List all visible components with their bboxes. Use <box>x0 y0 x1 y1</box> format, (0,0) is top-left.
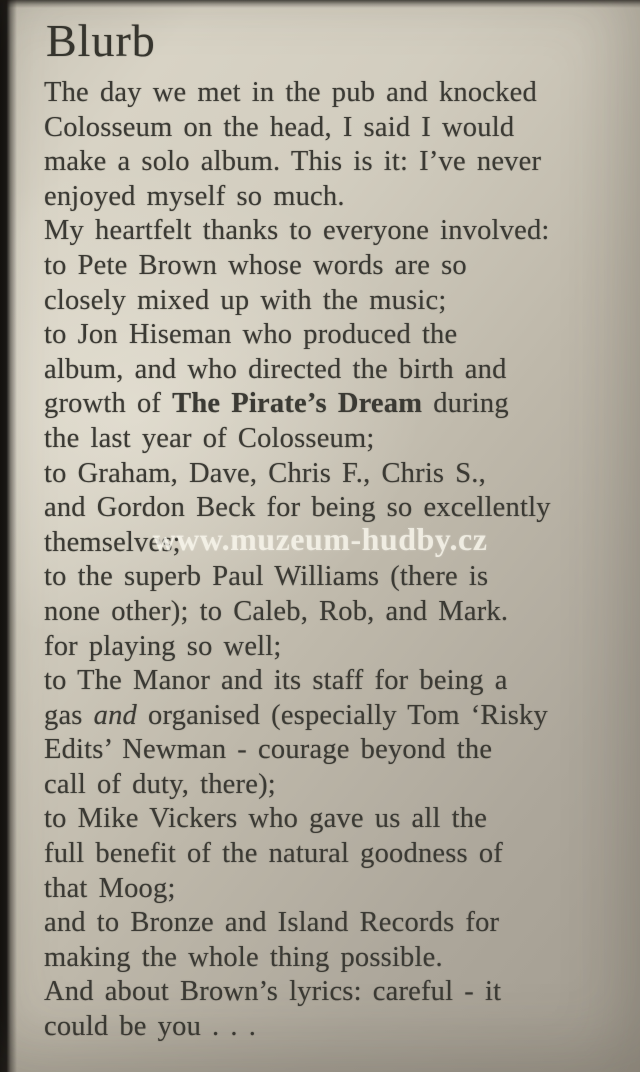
text-line: the last year of Colosseum; <box>44 422 375 454</box>
text-line: full benefit of the natural goodness of <box>44 838 503 870</box>
photo-left-edge <box>0 0 17 1072</box>
text-line: could be you . . . <box>44 1011 257 1043</box>
text-line: to the superb Paul Williams (there is <box>44 561 489 593</box>
text-line: Edits’ Newman - courage beyond the <box>44 734 493 766</box>
text-line: none other); to Caleb, Rob, and Mark. <box>44 595 509 627</box>
blurb-text-block <box>44 14 622 1045</box>
text-line: to Jon Hiseman who produced the <box>44 319 458 351</box>
text-line: for playing so well; <box>44 630 282 662</box>
text-line: album, and who directed the birth and <box>44 353 507 385</box>
text-line: to The Manor and its staff for being a <box>44 665 508 697</box>
watermark: www.muzeum-hudby.cz <box>152 521 488 557</box>
text-line: gas and organised (especially Tom ‘Risky <box>44 699 548 731</box>
text-line: Colosseum on the head, I said I would <box>44 111 515 143</box>
text-line: to Pete Brown whose words are so <box>44 249 467 281</box>
text-line: My heartfelt thanks to everyone involved: <box>44 215 550 247</box>
text-line: And about Brown’s lyrics: careful - it <box>44 976 502 1008</box>
text-line: The day we met in the pub and knocked <box>44 77 537 108</box>
text-line: themselves; <box>44 526 181 558</box>
text-line: to Graham, Dave, Chris F., Chris S., <box>44 457 486 489</box>
text-line: and Gordon Beck for being so excellently <box>44 492 551 524</box>
text-line: to Mike Vickers who gave us all the <box>44 803 488 835</box>
blurb-heading: Blurb <box>46 15 156 66</box>
blurb-body <box>44 76 622 1045</box>
text-line: and to Bronze and Island Records for <box>44 907 500 939</box>
photo-top-edge <box>0 0 640 8</box>
text-line: growth of The Pirate’s Dream during <box>44 388 509 420</box>
text-line: call of duty, there); <box>44 768 276 800</box>
text-line: make a solo album. This is it: I’ve never <box>44 146 542 178</box>
text-line: closely mixed up with the music; <box>44 284 447 316</box>
text-line: that Moog; <box>44 872 176 904</box>
text-line: enjoyed myself so much. <box>44 180 345 212</box>
text-line: making the whole thing possible. <box>44 941 443 973</box>
